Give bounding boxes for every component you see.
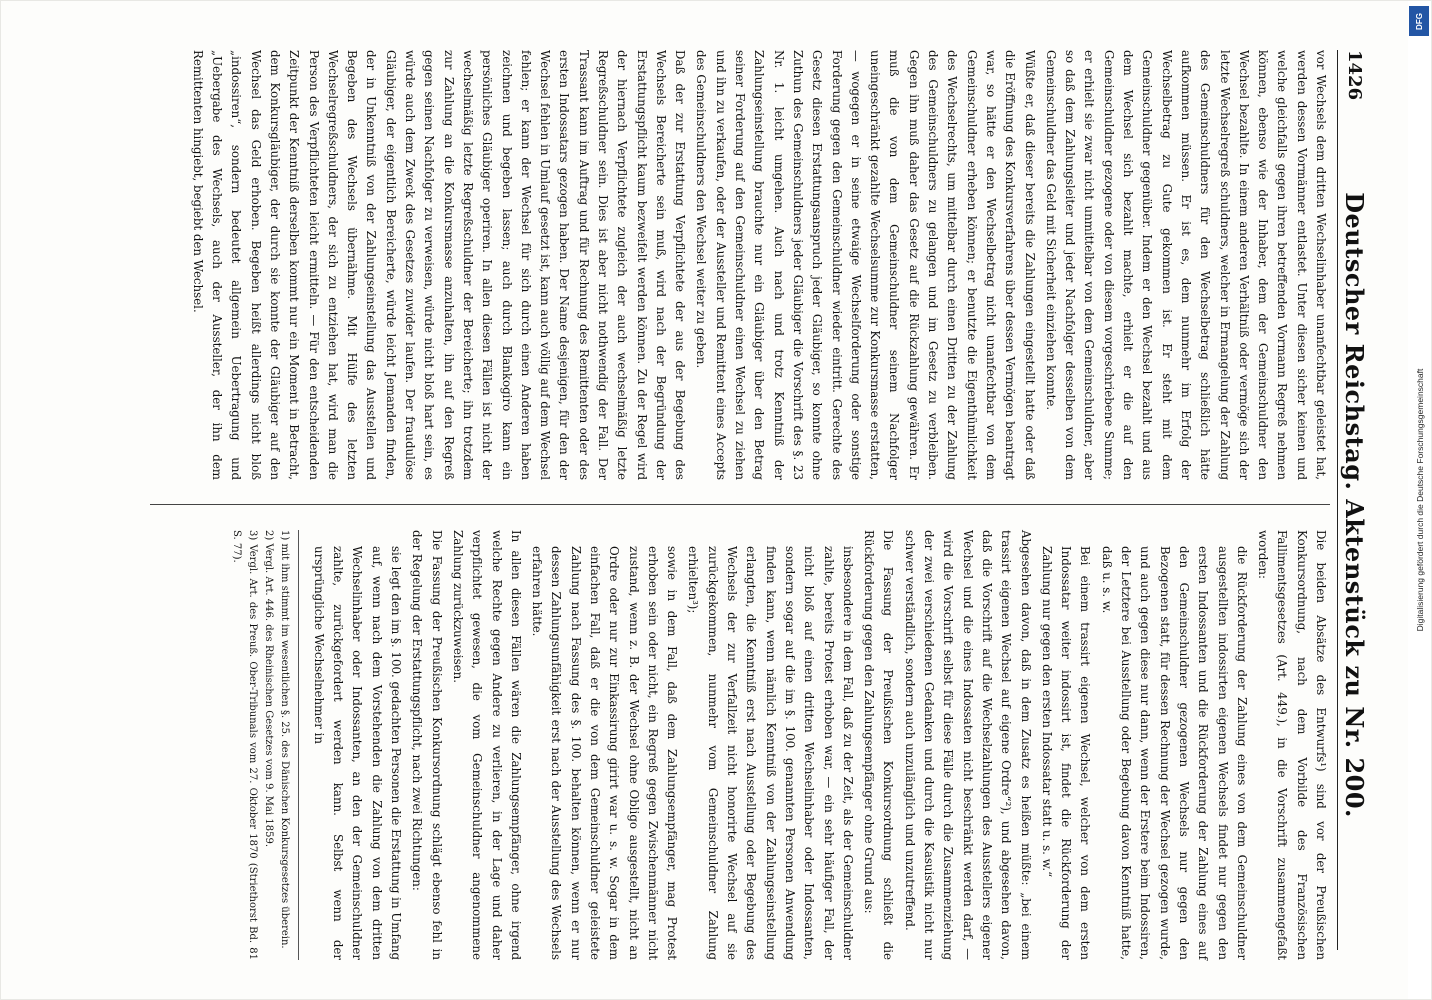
right-paragraph: Die Fassung der Preußischen Konkursordnung schließt die Rückforderung gegen den Zahlungsempfänger ohne Grund aus: <box>862 530 896 960</box>
left-paragraph: Wüßte er, daß dieser bereits die Zahlungen eingestellt hatte oder daß die Eröffnung des Konkursverfahrens über dessen Vermögen beantragt war, so hätte er den Wechselbetrag nicht unanfechtbar von dem Gemeinschuldner erheben können; er benutzte die Eigenthümlichkeit des Wechselrechts, um mittelbar durch einen Dritten zu der Zahlung des Gemeinschuldners zu gelangen und im Gesetz zu verbleiben. Gegen ihn muß daher das Gesetz auf die Rückzahlung gewähren. Er muß die von dem Gemeinschuldner seinem Nachfolger uneingeschränkt gezahlte Wechselsumme zur Konkursmasse erstatten, — wogegen er in seine etwaige Wechselforderung oder sonstige Forderung gegen den Gemeinschuldner wieder eintritt. Gerechte des Gesetz diesen Erstattungsanspruch jeder Gläubiger, so konnte ohne Zuthun des Gemeinschuldners jeder Gläubiger die Vorschrift des §. 23 Nr. 1. leicht umgehen. Auch nach und trotz Kenntniß der Zahlungseinstellung brauchte nur ein Gläubiger über den Betrag seiner Forderung auf den Gemeinschuldner einen Wechsel zu ziehen und ihn zu verkaufen, oder der Aussteller und Remittent eines Accepts des Gemeinschuldners den Wechsel weiter zu geben. <box>694 50 1037 480</box>
right-paragraph: In allen diesen Fällen wären die Zahlungsempfänger, ohne irgend welche Rechte gegen Andere zu verlieren, in der Lage und daher verpflichtet gewesen, die vom Gemeinschuldner angenommene Zahlung zurückzuweisen. <box>450 530 523 960</box>
column-divider <box>150 504 1330 505</box>
footnote: 1) mit ihm stimmt im wesentlichen §. 25. des Dänischen Konkursgesetzes überein. <box>278 530 290 949</box>
left-column <box>140 50 1330 480</box>
left-paragraph: Daß der zur Erstattung Verpflichtete der aus der Begebung des Wechsels Bereicherte sein muß, wird nach der Begründung der Erstattungspflicht kaum bezweifelt werden können. Zu der Regel wird der hiernach Verpflichtete zugleich der auch wechselmäßig letzte Regreßschuldner sein. Dies ist aber nicht nothwendig der Fall. Der Trassant kann im Auftrag und für Rechnung des Remittenten oder des ersten Indossatars gezogen haben. Der Name desjenigen, für den der Wechsel fehlen in Umlauf gesetzt ist, kann auch völlig auf dem Wechsel fehlen; er kann der Wechsel für sich durch einen Anderen haben zeichnen und begeben lassen; auch durch Blankogiro kann ein persönliches Gläubiger operiren. In allen diesen Fällen ist nicht der wechselmäßig letzte Regreßschuldner der Bereicherte; ihn trotzdem zur Zahlung an die Konkursmasse anzuhalten, ihn auf den Regreß gegen seinen Nachfolger zu verweisen, würde nicht bloß hart sein, es würde auch dem Zweck des Gesetzes zuwider laufen. Der fraudulöse Gläubiger, der eigentlich Bereicherte, würde leicht Jemanden finden, der in Unkenntniß von der Zahlungseinstellung das Ausstellen und Begeben des Wechsels übernähme. Mit Hülfe des letzten Wechselregreßschuldners, der sich zu entziehen hat, wird man die Person des Verpflichteten leicht ermitteln. — Für den entscheidenden Zeitpunkt der Kenntniß derselben kommt nur ein Moment in Betracht, dem Konkursgläubiger, der durch sie konnte der Gläubiger auf den Wechsel das Geld erhoben. Begeben heißt allerdings nicht bloß „indossiren“, sondern bedeutet allgemein Uebertragung und „Uebergabe des Wechsels, auch der Aussteller, der ihn dem Remittenten hingiebt, begiebt den Wechsel. <box>190 50 688 480</box>
right-quote: die Rückforderung der Zahlung eines von dem Gemeinschuldner ausgestellten indossirten eigenen Wechsels findet nur gegen den ersten Indossanten und die Rückforderung der Zahlung eines auf den Gemeinschuldner gezogenen Wechsels nur gegen den Bezogenen statt, für dessen Rechnung der Wechsel gezogen wurde, und auch gegen diese nur dann, wenn der Erstere beim Indossiren, der Letztere bei Ausstellung oder Begebung davon Kenntniß hatte, daß u. s. w. <box>1099 546 1249 960</box>
right-paragraph: insbesondere in dem Fall, daß zu der Zeit, als der Gemeinschuldner zahlte, bereits Protest erhoben war, — ein sehr häufiger Fall, der nicht bloß auf einen dritten Wechselinhaber oder Indossanten, sondern sogar auf die im §. 100. genannten Personen Anwendung finden kann, wenn nämlich Kenntniß von der Zahlungseinstellung erlangten, die Kenntniß erst nach Ausstellung oder Begebung des Wechsels der zur Verfallzeit nicht honorirte Wechsel auf sie zurückgekommen, nunmehr vom Gemeinschuldner Zahlung erhielten³); <box>686 546 855 960</box>
footnote: 3) Vergl. Art. des Preuß. Ober-Tribunals vom 27. Oktober 1870 (Striethorst Bd. 81 S. 77). <box>230 530 258 960</box>
rotated-page-content <box>10 10 1390 990</box>
page-header <box>1337 50 1372 950</box>
right-paragraph: sie legt den im §. 100. gedachten Personen die Erstattung in Umfang auf, wenn nach dem Vorstehenden die Zahlung von dem dritten Wechselinhaber oder Indossanten, an den der Gemeinschuldner zahlte, zurückgefordert werden kann. Selbst wenn der ursprüngliche Wechselnehmer in <box>311 546 404 960</box>
footnote: 2) Vergl. Art. 446. des Rheinischen Gesetzes vom 9. Mai 1859. <box>262 530 274 848</box>
footnotes <box>228 530 299 960</box>
right-column <box>140 530 1330 960</box>
dfg-logo: DFG <box>1409 6 1429 36</box>
right-paragraph: Abgesehen davon, daß in dem Zusatz es heißen müßte: „bei einem trassirt eigenen Wechsel auf eigene Ordre“²), und abgesehen davon, daß die Vorschrift auf die Wechselzahlungen des Ausstellers eigener Wechsel und die eines Indossaten nicht beschränkt werden darf, — wird die Vorschrift selbst für diese Fälle durch die Zusammenziehung der zwei verschiedenen Gedanken und durch die Kasuistik nicht nur schwer verständlich, sondern auch unzulänglich und unzutreffend. <box>902 530 1033 960</box>
right-quote: Bei einem trassirt eigenen Wechsel, welcher von dem ersten Indossatar weiter indossirt ist, findet die Rückforderung der Zahlung nur gegen den ersten Indossatar statt u. s. w.“ <box>1039 546 1093 960</box>
left-paragraph: vor Wechsels dem dritten Wechselinhaber unanfechtbar geleistet hat, werden dessen Vormänner entlastet. Unter diesen sicher keinen und welche gleichfalls gegen ihren betreffenden Vormann Regreß nehmen können, ebenso wie der Inhaber, dem der Gemeinschuldner den Wechsel bezahlte. In einem anderen Verhältniß oder vermöge sich der letzte Wechselregreß schuldners, welcher in Ermangelung der Zahlung des Gemeinschuldners für den Wechselbetrag schließlich hätte aufkommen müssen. Er ist es, dem nunmehr im Erfolg der Wechselbetrag zu Gute gekommen ist. Er steht mit dem Gemeinschuldner gegenüber. Indem er den Wechsel bezahlt und aus dem Wechsel sich bezahlt machte, erhielt er die auf den Gemeinschuldner gezogene oder von diesem vorgeschriebene Summe; er erhielt sie zwar nicht unmittelbar von dem Gemeinschuldner, aber so daß dem Zahlungsleiter und jeder Nachfolger desselben von dem Gemeinschuldner das Geld mit Sicherheit einziehen konnte. <box>1043 50 1328 480</box>
page-number: 1426 <box>1344 50 1366 101</box>
right-paragraph: sowie in dem Fall, daß dem Zahlungsempfänger, mag Protest erhoben sein oder nicht, ein Regreß gegen Zwischenmänner nicht zustand, wenn z. B. der Wechsel ohne Obligo ausgestellt, nicht an Ordre oder nur zur Einkassirung girirt war u. s. w. Sogar in dem einfachen Fall, daß er die von dem Gemeinschuldner geleistete Zahlung nach Fassung des §. 100. behalten können, wenn er nur dessen Zahlungsunfähigkeit erst nach der Ausstellung des Wechsels erfahren hätte. <box>530 546 680 960</box>
digitization-credit: Digitalisierung gefördert durch die Deutsche Forschungsgemeinschaft <box>1415 368 1425 632</box>
running-title: Deutscher Reichstag. Aktenstück zu Nr. 200. <box>1340 192 1370 818</box>
right-paragraph: Die beiden Absätze des Entwurfs¹) sind vor der Preußischen Konkursordnung, nach dem Vorbilde des Französischen Fallimentsgesetzes (Art. 449.), in die Vorschrift zusammengefaßt worden: <box>1256 530 1328 960</box>
right-paragraph: Die Fassung der Preußischen Konkursordnung schlägt ebenso fehl in der Regelung der Erstattungspflicht, nach zwei Richtungen: <box>410 530 444 960</box>
